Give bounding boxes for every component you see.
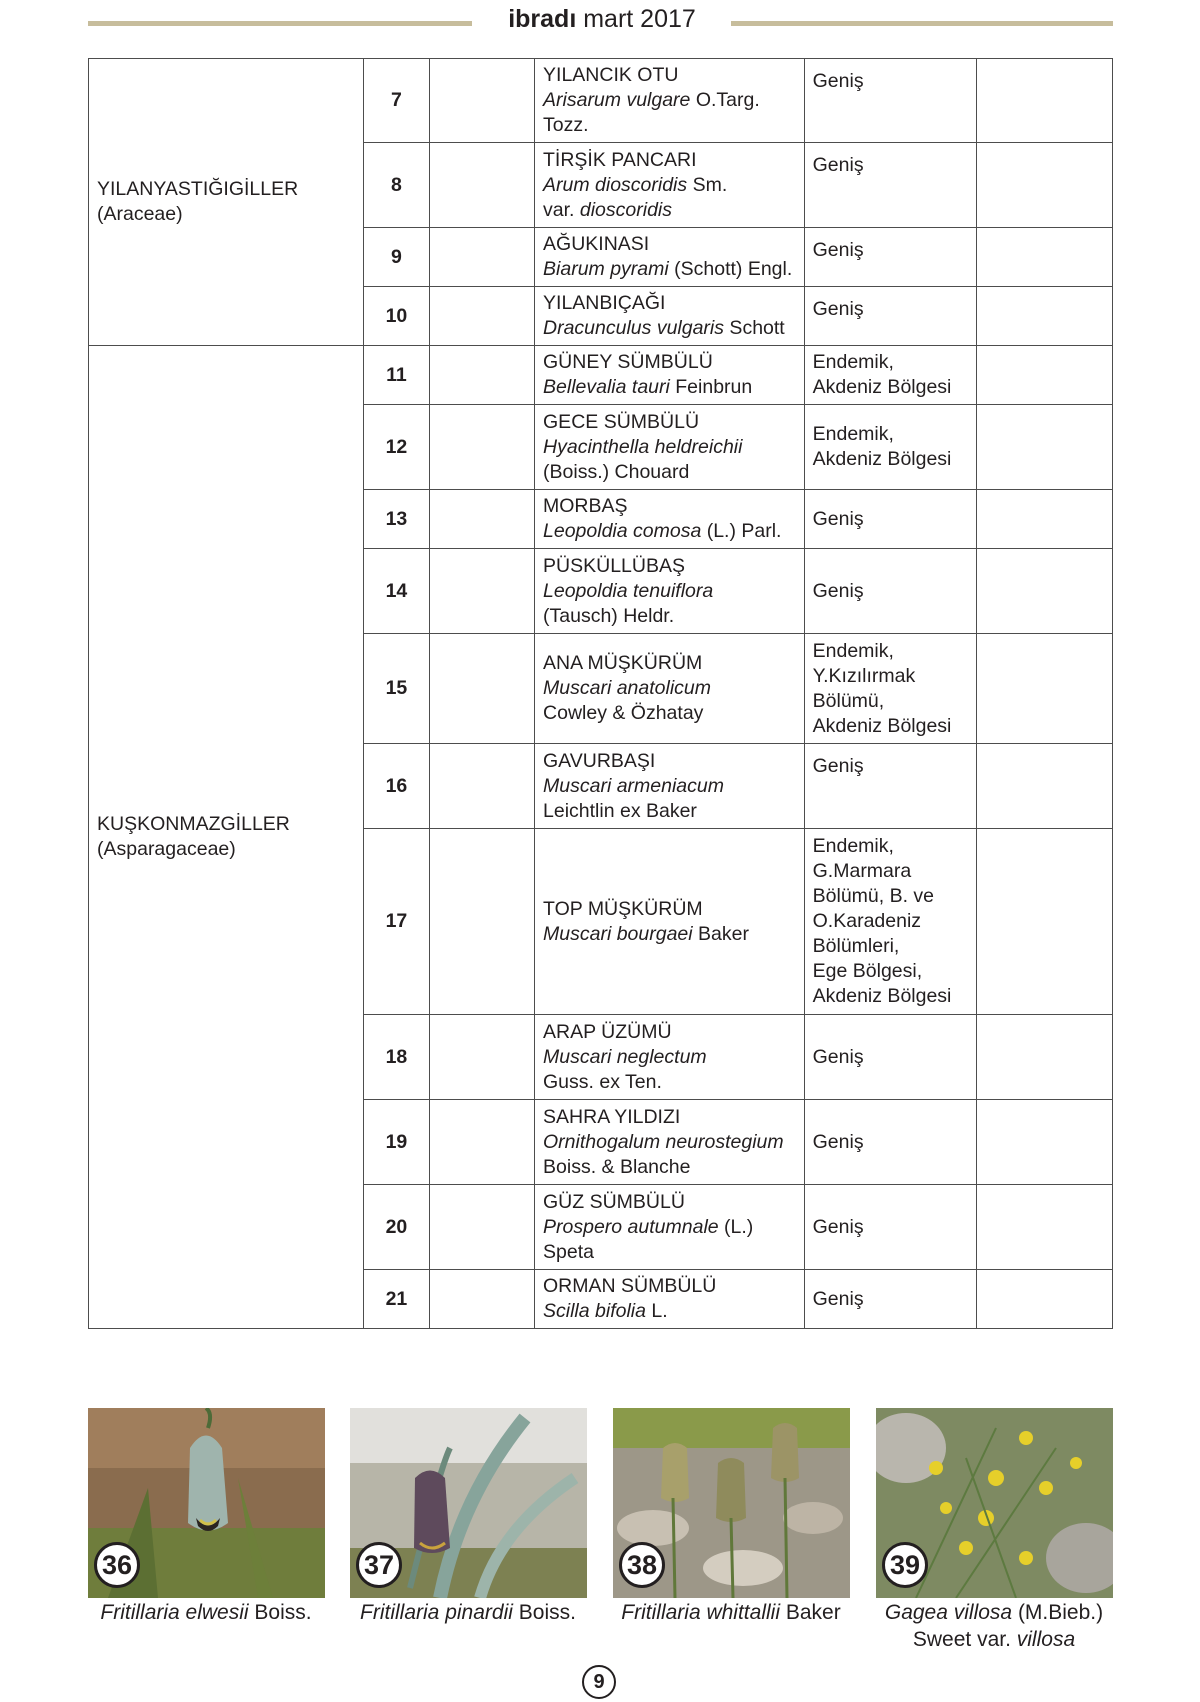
author-line: Leichtlin ex Baker	[543, 799, 697, 822]
distribution-cell	[804, 346, 976, 405]
distribution-cell	[804, 549, 976, 634]
distribution-line: Akdeniz Bölgesi	[812, 714, 952, 737]
species-table	[88, 58, 1113, 1329]
distribution-line: Y.Kızılırmak	[812, 664, 916, 687]
common-name: ORMAN SÜMBÜLÜ	[543, 1275, 717, 1297]
species-name-cell	[535, 634, 805, 744]
empty-cell	[429, 829, 534, 1015]
row-number: 9	[364, 228, 430, 287]
empty-cell	[976, 287, 1112, 346]
species-name-cell	[535, 1100, 805, 1185]
species-name-cell	[535, 405, 805, 490]
species-name-cell	[535, 228, 805, 287]
header-rule-left	[88, 21, 472, 26]
family-name: KUŞKONMAZGİLLER	[97, 813, 290, 835]
empty-cell	[429, 634, 534, 744]
empty-cell	[976, 744, 1112, 829]
scientific-name: Arisarum vulgare O.Targ.	[543, 89, 760, 111]
author-line: (Tausch) Heldr.	[543, 604, 675, 627]
author-line: Tozz.	[543, 114, 589, 136]
author-line: Speta	[543, 1240, 594, 1263]
row-number: 15	[364, 634, 430, 744]
species-name-cell	[535, 1185, 805, 1270]
row-number: 7	[364, 59, 430, 143]
photo-caption: Fritillaria whittallii Baker	[621, 1601, 841, 1624]
scientific-name: Arum dioscoridis Sm.	[543, 173, 728, 196]
distribution-line: Geniş	[812, 298, 864, 320]
scientific-name: Prospero autumnale (L.)	[543, 1215, 754, 1238]
photo-fritillaria-elwesii	[88, 1408, 325, 1598]
distribution-line: Bölümü,	[812, 689, 885, 712]
distribution-line: Akdeniz Bölgesi	[812, 376, 952, 398]
distribution-line: Endemik,	[812, 423, 894, 445]
species-name-cell	[535, 59, 805, 143]
scientific-name: Muscari bourgaei Baker	[543, 922, 749, 945]
photo-fritillaria-whittallii	[613, 1408, 850, 1598]
distribution-cell	[804, 634, 976, 744]
empty-cell	[429, 143, 534, 228]
distribution-cell	[804, 490, 976, 549]
distribution-line: Geniş	[812, 239, 864, 261]
empty-cell	[429, 346, 534, 405]
empty-cell	[976, 634, 1112, 744]
row-number: 19	[364, 1100, 430, 1185]
distribution-line: Geniş	[812, 507, 864, 530]
common-name: GÜNEY SÜMBÜLÜ	[543, 351, 713, 373]
scientific-name: Muscari anatolicum	[543, 677, 711, 699]
photo-number-badge: 39	[882, 1542, 928, 1588]
photo-strip	[88, 1408, 1113, 1608]
distribution-cell	[804, 744, 976, 829]
distribution-line: Geniş	[812, 1130, 864, 1153]
distribution-line: O.Karadeniz	[812, 910, 922, 932]
empty-cell	[976, 549, 1112, 634]
photo-fritillaria-pinardii	[350, 1408, 587, 1598]
scientific-name: Muscari armeniacum	[543, 774, 724, 797]
row-number: 16	[364, 744, 430, 829]
distribution-line: Geniş	[812, 579, 864, 602]
distribution-cell	[804, 1270, 976, 1329]
empty-cell	[976, 346, 1112, 405]
scientific-name: Hyacinthella heldreichii	[543, 435, 743, 458]
distribution-cell	[804, 1100, 976, 1185]
scientific-name: Scilla bifolia L.	[543, 1300, 668, 1322]
distribution-line: Bölümleri,	[812, 935, 900, 957]
family-latin: (Asparagaceae)	[97, 838, 236, 860]
common-name: MORBAŞ	[543, 495, 628, 517]
distribution-cell	[804, 287, 976, 346]
row-number: 20	[364, 1185, 430, 1270]
scientific-name: Biarum pyrami (Schott) Engl.	[543, 258, 793, 280]
row-number: 21	[364, 1270, 430, 1329]
distribution-line: Geniş	[812, 70, 864, 92]
common-name: SAHRA YILDIZI	[543, 1105, 681, 1128]
row-number: 18	[364, 1015, 430, 1100]
row-number: 11	[364, 346, 430, 405]
family-latin: (Araceae)	[97, 203, 183, 225]
row-number: 13	[364, 490, 430, 549]
distribution-line: Endemik,	[812, 639, 894, 662]
distribution-line: Bölümü, B. ve	[812, 885, 935, 907]
empty-cell	[429, 490, 534, 549]
photo-number-badge: 38	[619, 1542, 665, 1588]
empty-cell	[429, 549, 534, 634]
row-number: 17	[364, 829, 430, 1015]
species-name-cell	[535, 549, 805, 634]
common-name: TOP MÜŞKÜRÜM	[543, 897, 703, 920]
scientific-name: Leopoldia comosa (L.) Parl.	[543, 520, 782, 542]
empty-cell	[429, 405, 534, 490]
species-name-cell	[535, 346, 805, 405]
common-name: GECE SÜMBÜLÜ	[543, 410, 700, 433]
scientific-name: Bellevalia tauri Feinbrun	[543, 376, 753, 398]
distribution-line: G.Marmara	[812, 860, 912, 882]
distribution-line: Geniş	[812, 1045, 864, 1068]
distribution-line: Ege Bölgesi,	[812, 960, 923, 982]
author-line: Guss. ex Ten.	[543, 1070, 662, 1093]
page-number: 9	[582, 1665, 616, 1699]
distribution-line: Akdeniz Bölgesi	[812, 448, 952, 470]
empty-cell	[976, 1015, 1112, 1100]
empty-cell	[429, 744, 534, 829]
common-name: TİRŞİK PANCARI	[543, 148, 697, 171]
distribution-line: Endemik,	[812, 835, 894, 857]
empty-cell	[976, 143, 1112, 228]
common-name: GAVURBAŞI	[543, 749, 656, 772]
species-name-cell	[535, 490, 805, 549]
row-number: 14	[364, 549, 430, 634]
photo-caption: Fritillaria pinardii Boiss.	[360, 1601, 576, 1624]
species-name-cell	[535, 829, 805, 1015]
empty-cell	[429, 1270, 534, 1329]
empty-cell	[429, 1015, 534, 1100]
common-name: ANA MÜŞKÜRÜM	[543, 652, 703, 674]
common-name: YILANBIÇAĞI	[543, 292, 666, 314]
empty-cell	[429, 1185, 534, 1270]
distribution-line: Geniş	[812, 755, 864, 777]
row-number: 10	[364, 287, 430, 346]
photo-number-badge: 37	[356, 1542, 402, 1588]
row-number: 8	[364, 143, 430, 228]
author-line: (Boiss.) Chouard	[543, 460, 690, 483]
family-name: YILANYASTIĞIGİLLER	[97, 178, 299, 200]
empty-cell	[429, 287, 534, 346]
table-row	[89, 59, 1113, 143]
species-name-cell	[535, 1270, 805, 1329]
distribution-cell	[804, 143, 976, 228]
issue-date: mart 2017	[583, 5, 696, 33]
empty-cell	[976, 59, 1112, 143]
table-row	[89, 346, 1113, 405]
empty-cell	[976, 1270, 1112, 1329]
magazine-name: ibradı	[508, 5, 577, 33]
header-title	[476, 3, 728, 35]
author-line: Boiss. & Blanche	[543, 1155, 691, 1178]
empty-cell	[976, 490, 1112, 549]
empty-cell	[976, 1185, 1112, 1270]
distribution-line: Geniş	[812, 1287, 864, 1310]
empty-cell	[976, 228, 1112, 287]
common-name: ARAP ÜZÜMÜ	[543, 1020, 672, 1043]
species-name-cell	[535, 287, 805, 346]
header-rule-right	[731, 21, 1113, 26]
species-name-cell	[535, 143, 805, 228]
scientific-name: Muscari neglectum	[543, 1045, 707, 1068]
common-name: AĞUKINASI	[543, 233, 650, 255]
scientific-name: Dracunculus vulgaris Schott	[543, 317, 785, 339]
species-name-cell	[535, 744, 805, 829]
species-name-cell	[535, 1015, 805, 1100]
photo-caption: Fritillaria elwesii Boiss.	[100, 1601, 312, 1624]
distribution-cell	[804, 1015, 976, 1100]
empty-cell	[976, 829, 1112, 1015]
distribution-line: Geniş	[812, 1215, 864, 1238]
scientific-name: Leopoldia tenuiflora	[543, 579, 714, 602]
distribution-cell	[804, 228, 976, 287]
distribution-line: Endemik,	[812, 351, 894, 373]
distribution-line: Akdeniz Bölgesi	[812, 985, 952, 1007]
distribution-cell	[804, 1185, 976, 1270]
photo-caption: Gagea villosa (M.Bieb.) Sweet var. villosa	[884, 1601, 1104, 1651]
author-line: var. dioscoridis	[543, 198, 672, 221]
distribution-cell	[804, 59, 976, 143]
distribution-line: Geniş	[812, 154, 864, 176]
scientific-name: Ornithogalum neurostegium	[543, 1130, 784, 1153]
photo-gagea-villosa	[876, 1408, 1113, 1598]
photo-number-badge: 36	[94, 1542, 140, 1588]
family-cell	[89, 59, 364, 346]
family-cell	[89, 346, 364, 1329]
empty-cell	[429, 1100, 534, 1185]
distribution-cell	[804, 405, 976, 490]
empty-cell	[429, 59, 534, 143]
distribution-cell	[804, 829, 976, 1015]
common-name: PÜSKÜLLÜBAŞ	[543, 554, 685, 577]
empty-cell	[976, 405, 1112, 490]
common-name: GÜZ SÜMBÜLÜ	[543, 1190, 685, 1213]
row-number: 12	[364, 405, 430, 490]
common-name: YILANCIK OTU	[543, 64, 679, 86]
empty-cell	[976, 1100, 1112, 1185]
author-line: Cowley & Özhatay	[543, 702, 704, 724]
empty-cell	[429, 228, 534, 287]
